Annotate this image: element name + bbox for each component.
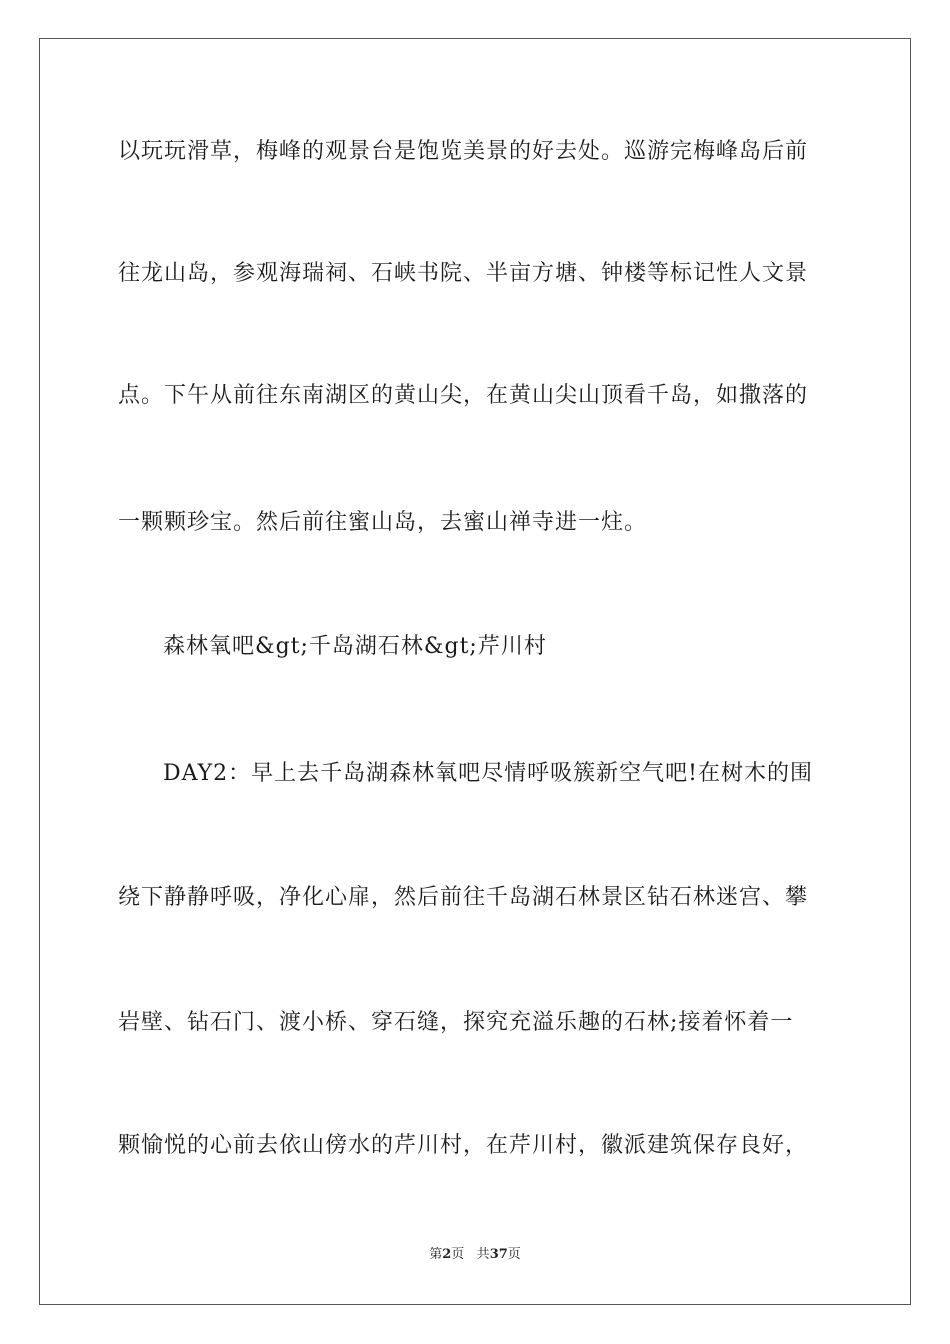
paragraph-line: 点。下午从前往东南湖区的黄山尖，在黄山尖山顶看千岛，如撒落的	[118, 383, 809, 408]
page-suffix: 页	[451, 1247, 465, 1262]
total-suffix: 页	[507, 1247, 521, 1262]
total-prefix: 共	[476, 1247, 490, 1262]
paragraph-line: 一颗颗珍宝。然后前往蜜山岛，去蜜山禅寺进一炷。	[118, 510, 648, 535]
page-border	[39, 38, 911, 1305]
page-number: 2	[442, 1247, 452, 1262]
total-pages: 37	[489, 1247, 508, 1262]
paragraph-line: DAY2：早上去千岛湖森林氧吧尽情呼吸簇新空气吧!在树木的围	[163, 761, 813, 786]
paragraph-line: 以玩玩滑草，梅峰的观景台是饱览美景的好去处。巡游完梅峰岛后前	[118, 139, 809, 164]
paragraph-line: 绕下静静呼吸，净化心扉，然后前往千岛湖石林景区钻石林迷宫、攀	[118, 885, 809, 910]
paragraph-line: 岩壁、钻石门、渡小桥、穿石缝，探究充溢乐趣的石林;接着怀着一	[118, 1010, 794, 1035]
page-footer	[0, 1246, 950, 1264]
paragraph-line: 往龙山岛，参观海瑞祠、石峡书院、半亩方塘、钟楼等标记性人文景	[118, 261, 809, 286]
section-heading: 森林氧吧&gt;千岛湖石林&gt;芹川村	[163, 634, 547, 659]
page-prefix: 第	[429, 1247, 443, 1262]
paragraph-line: 颗愉悦的心前去依山傍水的芹川村，在芹川村，徽派建筑保存良好，	[118, 1133, 809, 1158]
